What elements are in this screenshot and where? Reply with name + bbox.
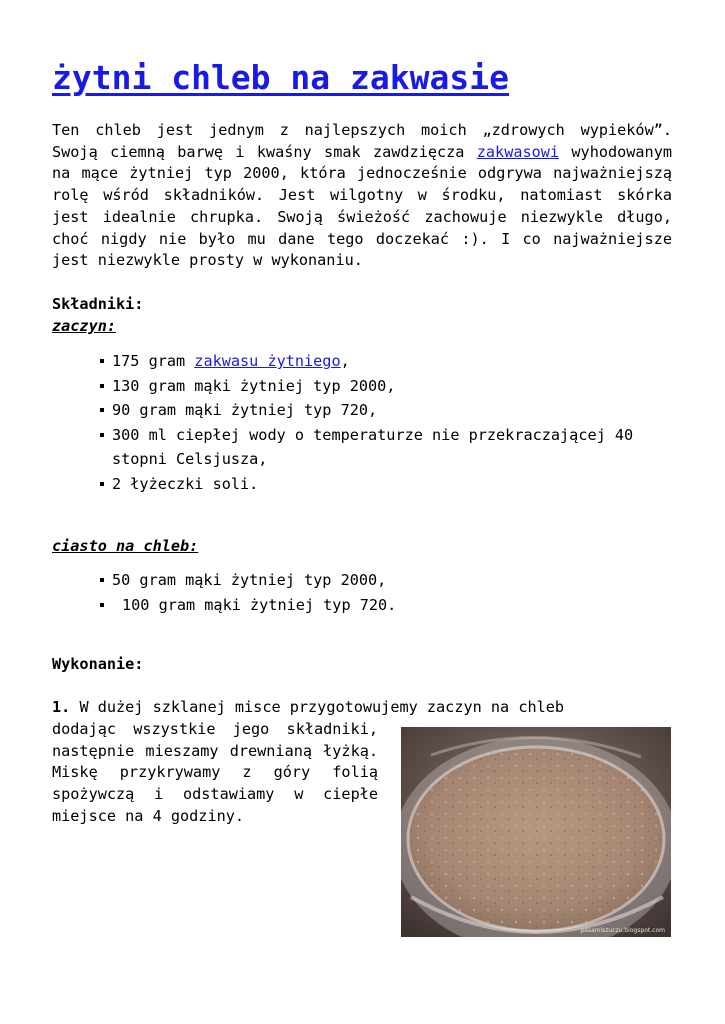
zakwas-zytni-link[interactable]: zakwasu żytniego xyxy=(194,352,341,370)
ciasto-list xyxy=(100,568,675,617)
dough-bowl-photo xyxy=(401,727,671,937)
list-item: 50 gram mąki żytniej typ 2000, xyxy=(100,568,675,593)
list-item: 130 gram mąki żytniej typ 2000, xyxy=(100,374,675,399)
step-1-first-line xyxy=(52,697,672,719)
page-title xyxy=(52,56,509,100)
dough-bowl-image xyxy=(401,727,671,937)
zaczyn-heading: zaczyn: xyxy=(52,317,117,335)
ingredients-heading: Składniki: xyxy=(52,295,144,313)
step-number: 1. xyxy=(52,698,71,716)
step-text: W dużej szklanej misce przygotowujemy zaczyn na chleb xyxy=(70,698,565,716)
method-heading: Wykonanie: xyxy=(52,655,144,673)
zaczyn-list xyxy=(100,349,675,496)
list-item-text: 175 gram xyxy=(112,352,195,370)
title-link[interactable]: żytni chleb na zakwasie xyxy=(52,58,509,97)
list-item: 100 gram mąki żytniej typ 720. xyxy=(100,593,675,618)
zakwas-link[interactable]: zakwasowi xyxy=(476,142,560,161)
ciasto-heading: ciasto na chleb: xyxy=(52,537,199,555)
list-item: 90 gram mąki żytniej typ 720, xyxy=(100,398,675,423)
intro-paragraph xyxy=(52,120,672,272)
step-1-text: dodając wszystkie jego składniki, następnie mieszamy drewnianą łyżką. Miskę przykrywamy z góry folią spożywczą i odstawiamy w ciepłe miejsce na 4 godziny. xyxy=(52,719,378,825)
list-item: 2 łyżeczki soli. xyxy=(100,472,675,497)
intro-text-2: wyhodowanym na mące żytniej typ 2000, która jednocześnie odgrywa najważniejszą rolę wśród składników. Jest wilgotny w środku, natomiast skórka jest idealnie chrupka. Swoją świeżość zachowuje niezwykle długo, choć nigdy nie było mu dane tego doczekać :). I co najważniejsze jest niezwykle prosty w wykonaniu. xyxy=(52,142,672,270)
intro-text-1: Ten chleb jest jednym z najlepszych moich „zdrowych wypieków”. Swoją ciemną barwę i kwaśny smak zawdzięcza xyxy=(52,121,672,161)
photo-watermark: pasamiszuczu.blogspot.com xyxy=(580,927,665,934)
list-item xyxy=(100,349,675,374)
list-item: 300 ml ciepłej wody o temperaturze nie przekraczającej 40 stopni Celsjusza, xyxy=(100,423,675,472)
list-item-text: , xyxy=(340,352,350,370)
